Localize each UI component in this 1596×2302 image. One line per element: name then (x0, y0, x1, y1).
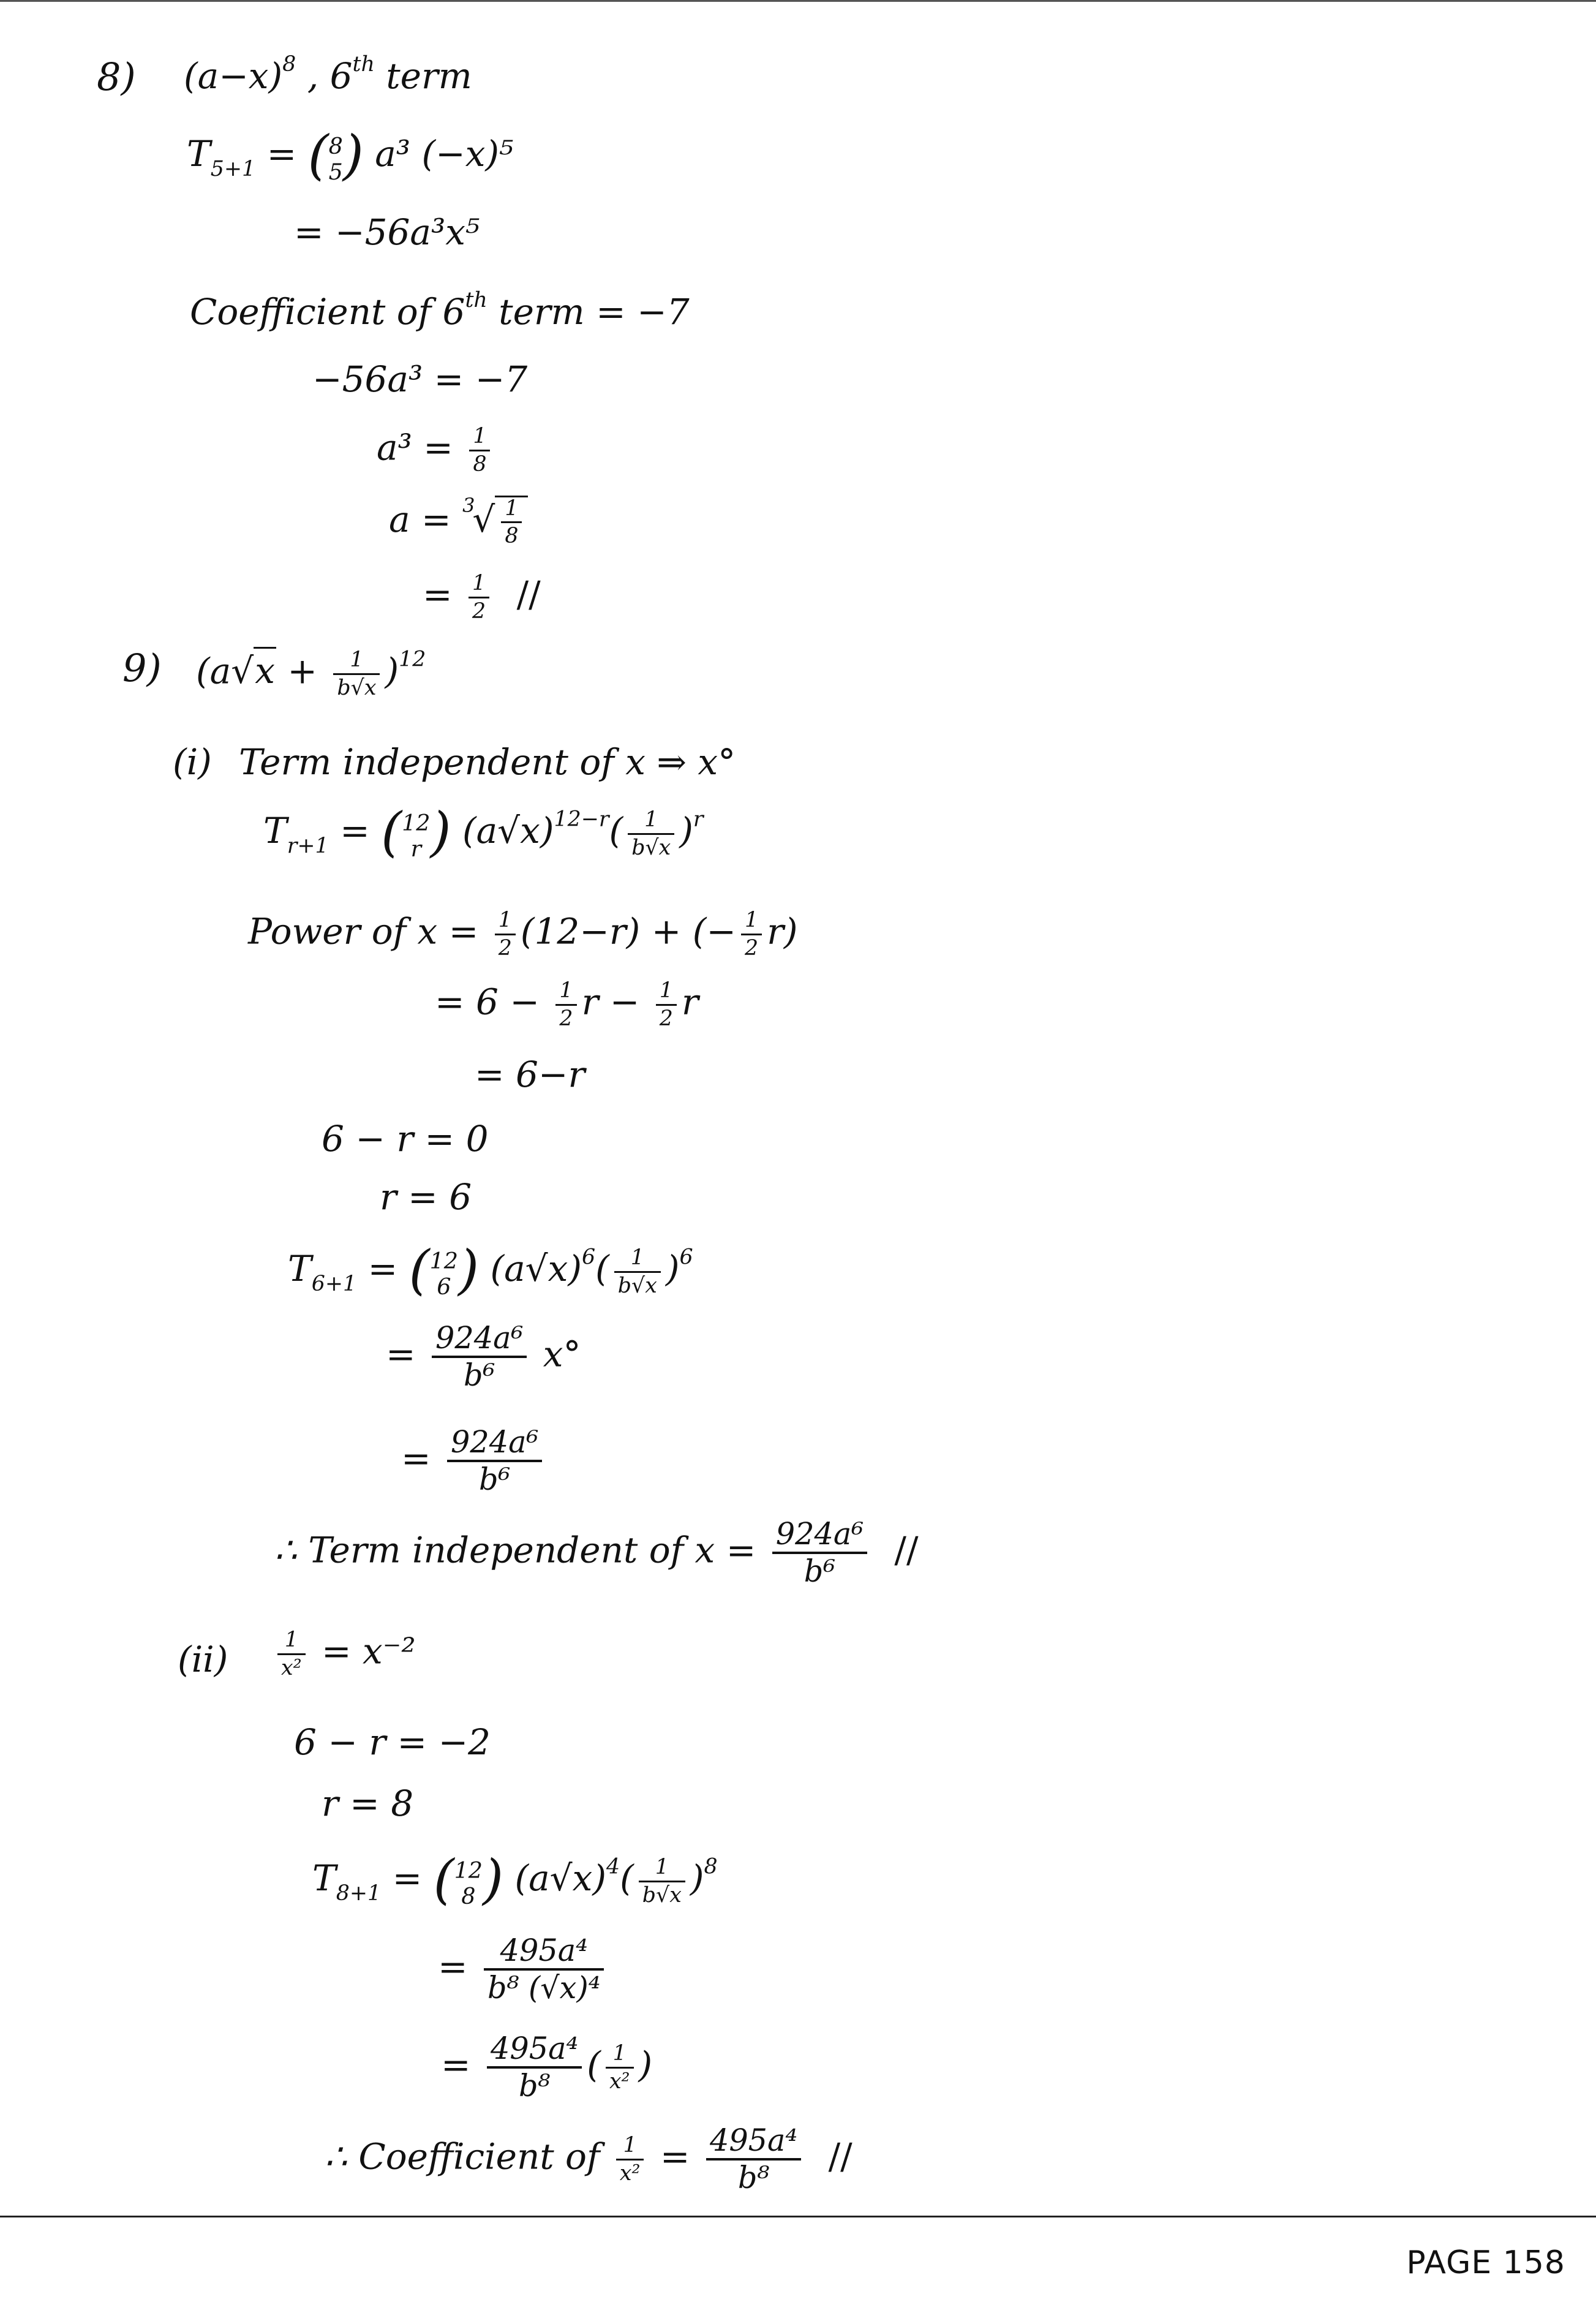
q8-equation-2: a³ = $\frac{1}{8}$ (377, 426, 495, 475)
q9-number: 9) (122, 646, 162, 690)
q9-solve-1: 6 − r = 0 (322, 1118, 489, 1160)
q9-result-2: = $\frac{\text{924a⁶}}{\text{b⁶}}$ (401, 1427, 547, 1495)
check-mark: // (894, 1529, 919, 1571)
q8-step-2: = −56a³x⁵ (294, 211, 480, 253)
q8-number: 8) (97, 55, 136, 99)
cube-root: $^3$√ $\frac{1}{8}$ (462, 496, 528, 547)
q9-power-line-3: = 6−r (475, 1054, 585, 1095)
q9-t7-term: $T_{6+1} = (12$ 6 ) $(a√x)^6$( $\frac{1}{b√x}$ )$^6$ (288, 1239, 693, 1301)
q9-part-ii-result-1: = $\frac{\text{495a⁴}}{\text{b⁸ (√x)⁴}}$ (438, 1936, 609, 2004)
q9-solve-2: r = 6 (380, 1176, 472, 1218)
q8-answer: = $\frac{1}{2}$ // (423, 571, 541, 624)
q9-part-ii-result-2: = $\frac{\text{495a⁴}}{\text{b⁸}}$ ( $\frac{1}{\text{x²}}$ ) (441, 2031, 653, 2104)
check-mark: // (516, 573, 541, 616)
q9-part-ii-solve-1: 6 − r = −2 (294, 1721, 491, 1763)
q9-part-i-answer: ∴ Term independent of x = $\frac{\text{924a⁶}}{\text{b⁶}}$ // (274, 1516, 919, 1590)
page-number: PAGE 158 (1406, 2244, 1565, 2281)
q9-part-i-label: (i) (173, 741, 212, 783)
q8-coefficient-line: Coefficient of 6th term = −7 (190, 288, 690, 333)
q8-equation-1: −56a³ = −7 (312, 358, 528, 400)
q9-general-term: $T_{r+1} = (12$ r ) $(a√x)^{12-r}$( $\frac{1}{b√x}$ )$^r$ (263, 801, 704, 863)
q9-power-line-1: Power of x = $\frac{1}{2}$ (12−r) + (− $\frac{1}{2}$ r) (248, 908, 798, 960)
q8-equation-3: a = $^3$√ $\frac{1}{8}$ (389, 496, 528, 547)
q9-expression: (a√x + $\frac{1}{b√x}$ )$^{12}$ (196, 647, 426, 700)
q9-part-i-title: Term independent of x ⇒ x° (239, 741, 736, 783)
check-mark: // (828, 2135, 853, 2178)
footer-rule (0, 2216, 1596, 2217)
q9-result-1: = $\frac{\text{924a⁶}}{\text{b⁶}}$ x° (386, 1320, 581, 1394)
q8-expression: $(a-x)^8$ , 6th term (184, 52, 472, 97)
q9-power-line-2: = 6 − $\frac{1}{2}$ r − $\frac{1}{2}$ r (435, 978, 699, 1031)
top-edge-line (0, 0, 1596, 2)
q9-part-ii-answer: ∴ Coefficient of $\frac{1}{\text{x²}}$ = $\frac{\text{495a⁴}}{\text{b⁸}}$ // (325, 2123, 853, 2196)
q9-part-ii-solve-2: r = 8 (322, 1783, 414, 1824)
q9-t9-term: $T_{8+1} = (12$ 8 ) $(a√x)^4$( $\frac{1}{b√x}$ )$^8$ (312, 1848, 718, 1911)
q8-term-formula: $T_{5+1} = (8$ 5) a³ (−x)⁵ (187, 124, 514, 186)
q8-binomial: (8 5) (307, 124, 364, 186)
q9-part-ii-label: (ii) (178, 1639, 228, 1680)
q9-part-ii-identity: $\frac{1}{\text{x²}}$ = x⁻² (273, 1629, 416, 1679)
